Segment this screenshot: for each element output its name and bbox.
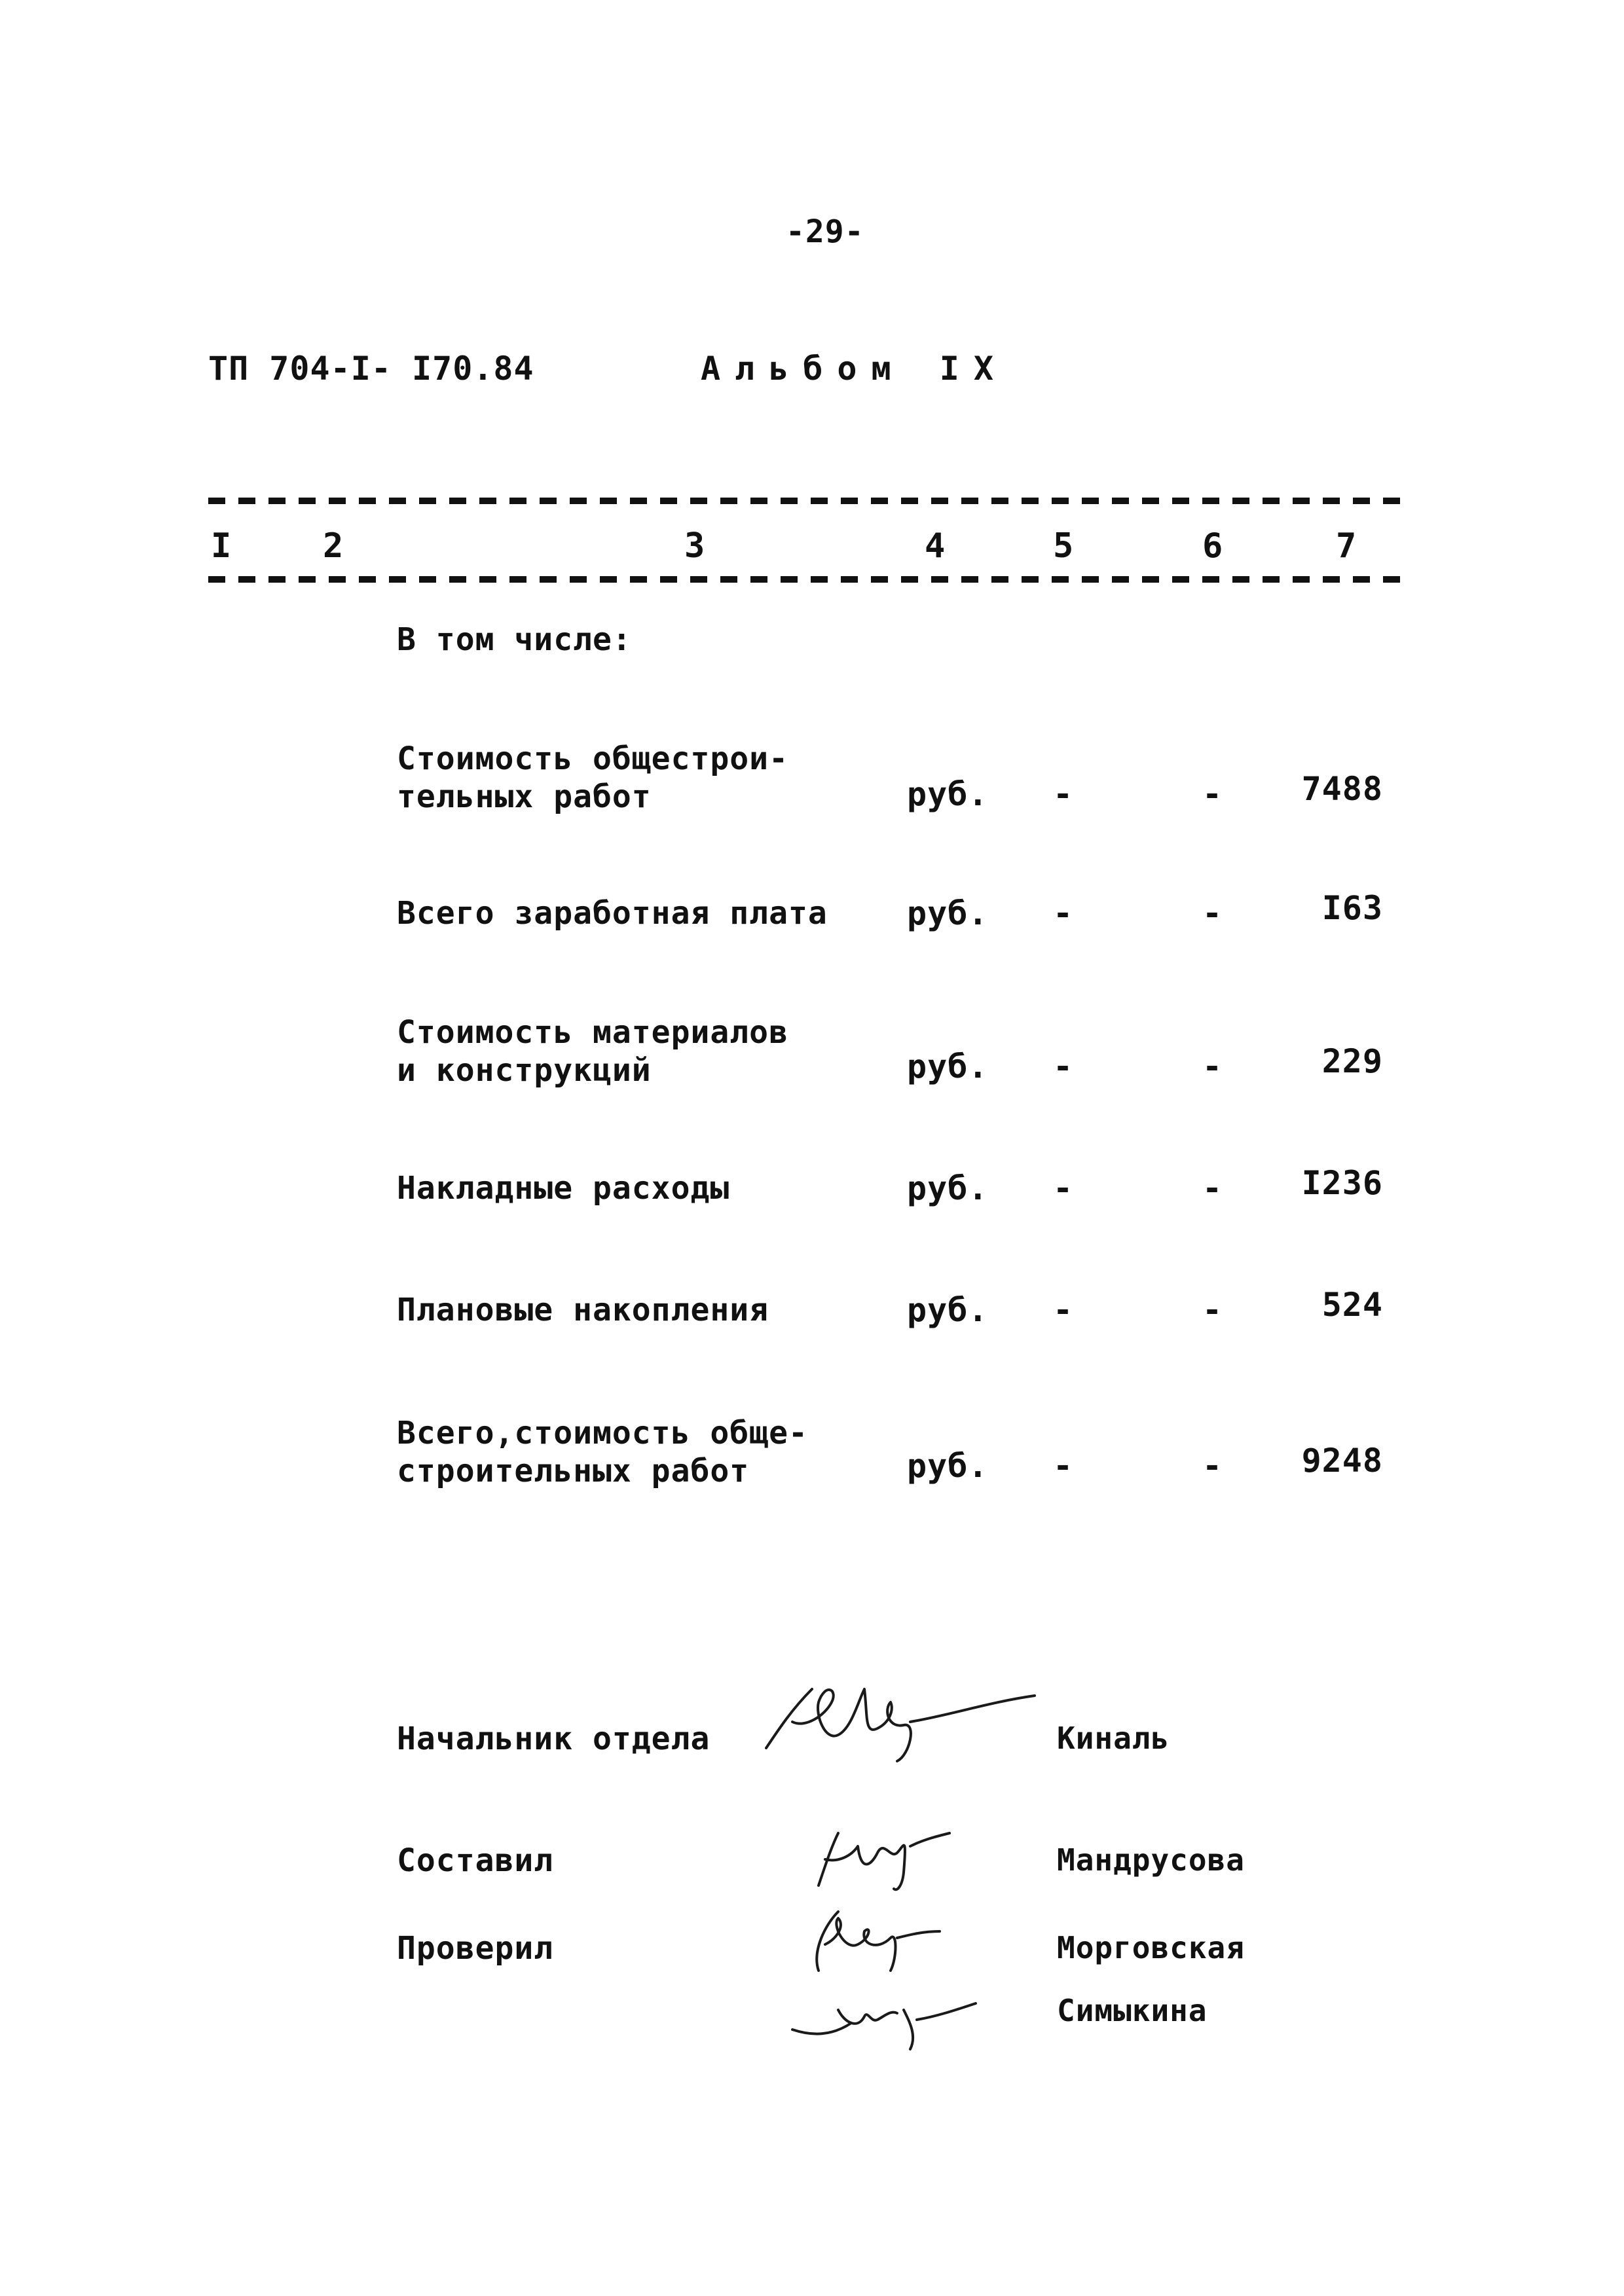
signature-role: Проверил bbox=[397, 1930, 554, 1967]
signature-name: Мандрусова bbox=[1057, 1842, 1245, 1878]
album-title: Альбом IX bbox=[701, 350, 1008, 388]
row-col5-dash: - bbox=[1053, 1048, 1074, 1085]
handwritten-signature-icon bbox=[753, 1663, 1041, 1777]
row-col5-dash: - bbox=[1053, 1291, 1074, 1329]
row-label: Всего,стоимость обще- строительных работ bbox=[397, 1415, 808, 1489]
row-value: 7488 bbox=[1301, 770, 1383, 808]
row-unit: руб. bbox=[907, 1291, 989, 1329]
row-col5-dash: - bbox=[1053, 775, 1074, 813]
document-code: ТП 704-I- I70.84 bbox=[208, 350, 534, 388]
column-number-1: I bbox=[211, 526, 232, 566]
row-col6-dash: - bbox=[1202, 1291, 1223, 1329]
top-dashed-rule bbox=[208, 498, 1401, 504]
row-label: Стоимость материалов и конструкций bbox=[397, 1014, 788, 1089]
row-unit: руб. bbox=[907, 1048, 989, 1085]
column-number-2: 2 bbox=[323, 526, 344, 566]
row-label: Накладные расходы bbox=[397, 1170, 730, 1207]
row-label: Стоимость общестрои- тельных работ bbox=[397, 740, 788, 815]
signature-role: Составил bbox=[397, 1842, 554, 1879]
page-number: -29- bbox=[786, 213, 864, 250]
row-col5-dash: - bbox=[1053, 894, 1074, 932]
row-value: 9248 bbox=[1301, 1442, 1383, 1480]
row-label: Плановые накопления bbox=[397, 1292, 769, 1328]
column-number-7: 7 bbox=[1336, 526, 1357, 566]
column-number-5: 5 bbox=[1053, 526, 1075, 566]
row-col6-dash: - bbox=[1202, 894, 1223, 932]
row-col6-dash: - bbox=[1202, 775, 1223, 813]
row-col6-dash: - bbox=[1202, 1048, 1223, 1085]
handwritten-signature-icon bbox=[799, 1899, 969, 1986]
signature-name: Симыкина bbox=[1057, 1993, 1208, 2028]
signature-name: Морговская bbox=[1057, 1930, 1245, 1965]
row-label: Всего заработная плата bbox=[397, 895, 828, 932]
column-number-6: 6 bbox=[1202, 526, 1224, 566]
column-number-4: 4 bbox=[925, 526, 946, 566]
row-col5-dash: - bbox=[1053, 1447, 1074, 1485]
bottom-dashed-rule bbox=[208, 576, 1401, 583]
row-col6-dash: - bbox=[1202, 1169, 1223, 1207]
row-value: I236 bbox=[1301, 1164, 1383, 1202]
row-unit: руб. bbox=[907, 894, 989, 932]
row-value: 524 bbox=[1321, 1286, 1383, 1324]
signature-role: Начальник отдела bbox=[397, 1721, 710, 1757]
handwritten-signature-icon bbox=[786, 1984, 982, 2058]
row-value: I63 bbox=[1321, 889, 1383, 927]
column-number-3: 3 bbox=[684, 526, 706, 566]
handwritten-signature-icon bbox=[805, 1820, 976, 1901]
row-unit: руб. bbox=[907, 1169, 989, 1207]
row-col6-dash: - bbox=[1202, 1447, 1223, 1485]
row-unit: руб. bbox=[907, 1447, 989, 1485]
row-unit: руб. bbox=[907, 775, 989, 813]
row-value: 229 bbox=[1321, 1042, 1383, 1080]
section-heading: В том числе: bbox=[397, 621, 632, 658]
signature-name: Киналь bbox=[1057, 1721, 1170, 1756]
row-col5-dash: - bbox=[1053, 1169, 1074, 1207]
